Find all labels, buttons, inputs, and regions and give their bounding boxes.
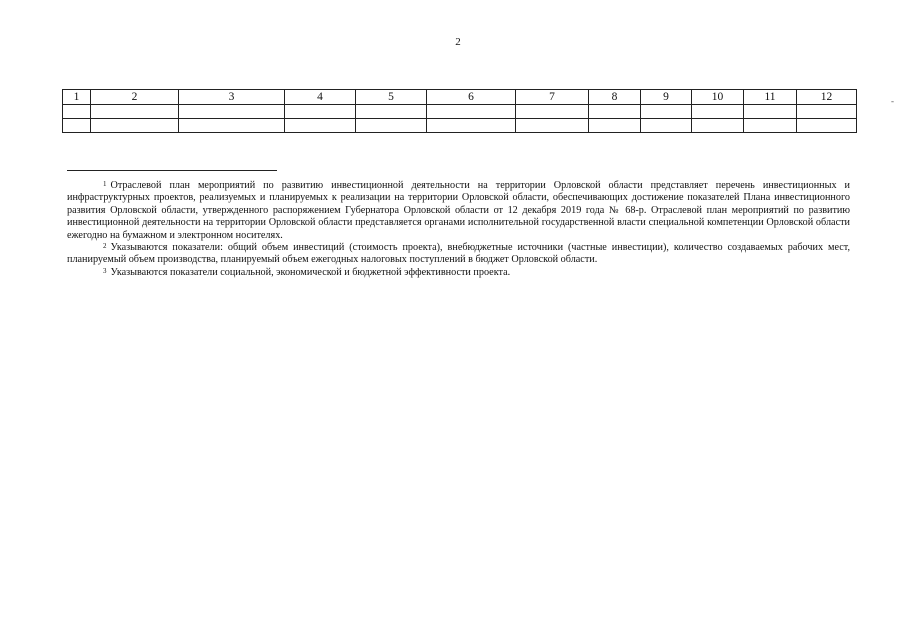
table-cell bbox=[91, 119, 179, 133]
column-number-cell: 5 bbox=[356, 90, 427, 105]
column-number-cell: 6 bbox=[427, 90, 516, 105]
table-cell bbox=[744, 119, 797, 133]
table-cell bbox=[63, 119, 91, 133]
table-cell bbox=[744, 105, 797, 119]
table-cell bbox=[427, 119, 516, 133]
table-cell bbox=[91, 105, 179, 119]
table-row bbox=[63, 119, 857, 133]
table-cell bbox=[179, 119, 285, 133]
table-cell bbox=[589, 105, 641, 119]
table-cell bbox=[285, 119, 356, 133]
column-number-cell: 3 bbox=[179, 90, 285, 105]
footnote-1 bbox=[67, 180, 850, 242]
column-number-cell: 4 bbox=[285, 90, 356, 105]
footnote-text: Указываются показатели: общий объем инвестиций (стоимость проекта), внебюджетные источники (частные инвестиции), количество создаваемых рабочих мест, планируемый объем производства, планируемый объем ежегодных налоговых поступлений в бюджет Орловской области. bbox=[67, 242, 850, 266]
table-cell bbox=[797, 119, 857, 133]
table-cell bbox=[692, 105, 744, 119]
footnotes bbox=[67, 180, 850, 279]
footnote-marker: 1 bbox=[103, 180, 107, 188]
column-number-cell: 1 bbox=[63, 90, 91, 105]
table-header-row bbox=[63, 90, 857, 105]
column-number-cell: 11 bbox=[744, 90, 797, 105]
table-cell bbox=[63, 105, 91, 119]
table-cell bbox=[797, 105, 857, 119]
footnote-separator bbox=[67, 170, 277, 171]
footnote-3 bbox=[67, 267, 850, 279]
column-number-cell: 2 bbox=[91, 90, 179, 105]
footnote-text: Указываются показатели социальной, экономической и бюджетной эффективности проекта. bbox=[110, 266, 511, 278]
scan-mark: - bbox=[891, 96, 894, 106]
table-cell bbox=[641, 105, 692, 119]
table-cell bbox=[356, 119, 427, 133]
table-cell bbox=[427, 105, 516, 119]
footnote-marker: 3 bbox=[103, 266, 107, 275]
table-cell bbox=[692, 119, 744, 133]
column-number-cell: 8 bbox=[589, 90, 641, 105]
table-cell bbox=[516, 105, 589, 119]
data-table bbox=[62, 89, 857, 133]
table-cell bbox=[285, 105, 356, 119]
footnote-text: Отраслевой план мероприятий по развитию инвестиционной деятельности на территории Орловской области представляет перечень инвестиционных и инфраструктурных проектов, реализуемых и планируемых к реализации на территории Орловской области, обеспечивающих достижение показателей Плана инвестиционного развития Орловской области, утвержденного распоряжением Губернатора Орловской области от 12 декабря 2019 года № 68-р. Отраслевой план мероприятий по развитию инвестиционной деятельности на территории Орловской области представляется органами исполнительной государственной власти специальной компетенции Орловской области ежегодно на бумажном и электронном носителях. bbox=[67, 180, 850, 241]
table-cell bbox=[589, 119, 641, 133]
column-number-cell: 10 bbox=[692, 90, 744, 105]
footnote-marker: 2 bbox=[103, 242, 107, 251]
table-row bbox=[63, 105, 857, 119]
table-cell bbox=[356, 105, 427, 119]
table-cell bbox=[516, 119, 589, 133]
table-cell bbox=[641, 119, 692, 133]
column-number-cell: 9 bbox=[641, 90, 692, 105]
footnote-2 bbox=[67, 242, 850, 267]
column-number-cell: 7 bbox=[516, 90, 589, 105]
column-number-cell: 12 bbox=[797, 90, 857, 105]
page-number: 2 bbox=[455, 36, 461, 48]
table-cell bbox=[179, 105, 285, 119]
